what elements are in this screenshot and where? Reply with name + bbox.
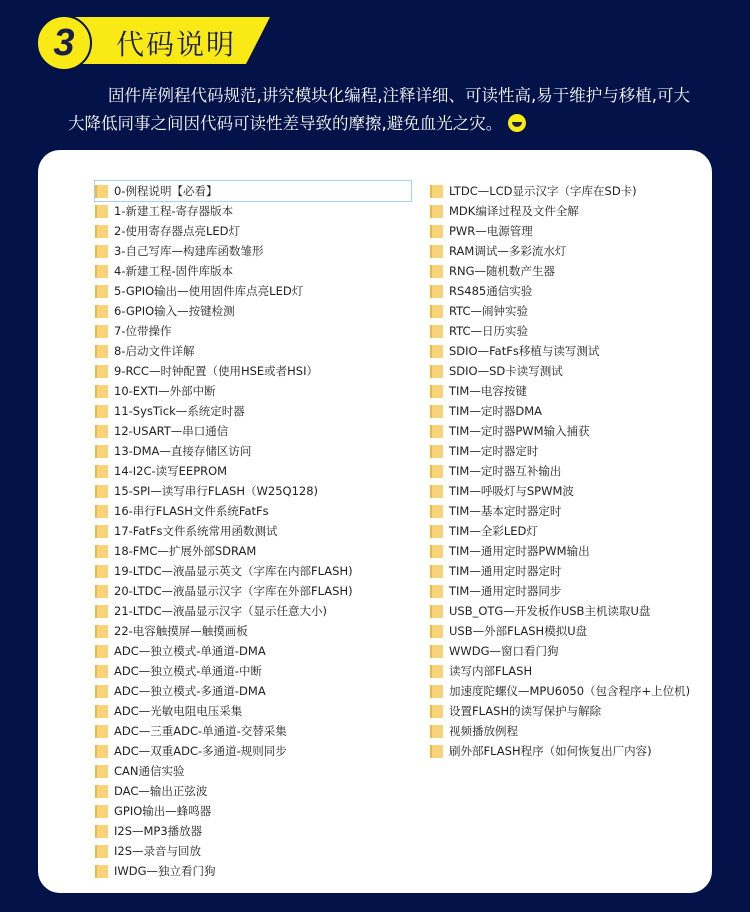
folder-item[interactable]	[430, 481, 690, 501]
folder-item[interactable]	[430, 721, 690, 741]
folder-name: ADC—光敏电阻电压采集	[114, 704, 243, 718]
folder-icon	[95, 765, 108, 778]
folder-item[interactable]	[430, 681, 690, 701]
folder-icon	[430, 245, 443, 258]
folder-item[interactable]	[430, 541, 690, 561]
folder-icon	[430, 365, 443, 378]
folder-name: ADC—独立模式-单通道-DMA	[114, 644, 266, 658]
folder-item[interactable]	[430, 181, 690, 201]
folder-item[interactable]	[430, 561, 690, 581]
smiley-icon	[508, 114, 526, 132]
folder-icon	[430, 725, 443, 738]
folder-item[interactable]	[430, 241, 690, 261]
folder-icon	[95, 305, 108, 318]
folder-item[interactable]	[95, 801, 411, 821]
folder-icon	[430, 225, 443, 238]
folder-item[interactable]	[430, 221, 690, 241]
folder-item[interactable]	[430, 621, 690, 641]
folder-icon	[430, 745, 443, 758]
folder-name: 19-LTDC—液晶显示英文（字库在内部FLASH)	[114, 564, 353, 578]
folder-icon	[95, 685, 108, 698]
folder-name: 视频播放例程	[449, 724, 518, 738]
folder-icon	[95, 205, 108, 218]
folder-item[interactable]	[430, 581, 690, 601]
folder-icon	[430, 545, 443, 558]
folder-item[interactable]	[95, 521, 411, 541]
folder-name: 1-新建工程-寄存器版本	[114, 204, 234, 218]
folder-item[interactable]	[95, 821, 411, 841]
folder-name: 加速度陀螺仪—MPU6050（包含程序+上位机)	[449, 684, 691, 698]
folder-icon	[95, 225, 108, 238]
folder-icon	[95, 785, 108, 798]
folder-name: TIM—通用定时器定时	[449, 564, 562, 578]
folder-icon	[430, 445, 443, 458]
folder-item[interactable]	[430, 421, 690, 441]
folder-icon	[430, 265, 443, 278]
folder-name: USB_OTG—开发板作USB主机读取U盘	[449, 604, 651, 618]
folder-icon	[430, 485, 443, 498]
folder-item[interactable]	[95, 781, 411, 801]
folder-name: I2S—录音与回放	[114, 844, 202, 858]
folder-icon	[95, 485, 108, 498]
folder-item[interactable]	[95, 741, 411, 761]
folder-item[interactable]	[430, 661, 690, 681]
folder-icon	[430, 645, 443, 658]
folder-icon	[95, 625, 108, 638]
folder-item[interactable]	[95, 201, 411, 221]
folder-item[interactable]	[95, 441, 411, 461]
folder-item[interactable]	[95, 681, 411, 701]
folder-item[interactable]	[95, 461, 411, 481]
folder-name: 设置FLASH的读写保护与解除	[449, 704, 602, 718]
folder-item[interactable]	[95, 241, 411, 261]
folder-name: 6-GPIO输入—按键检测	[114, 304, 235, 318]
folder-icon	[95, 185, 108, 198]
folder-icon	[430, 525, 443, 538]
folder-item[interactable]	[95, 841, 411, 861]
folder-name: RNG—随机数产生器	[449, 264, 556, 278]
folder-icon	[95, 545, 108, 558]
folder-name: RTC—闹钟实验	[449, 304, 529, 318]
folder-name: RAM调试—多彩流水灯	[449, 244, 567, 258]
folder-item[interactable]	[430, 201, 690, 221]
folder-name: LTDC—LCD显示汉字（字库在SD卡)	[449, 184, 637, 198]
folder-name: GPIO输出—蜂鸣器	[114, 804, 212, 818]
folder-item[interactable]	[430, 461, 690, 481]
folder-item[interactable]	[430, 261, 690, 281]
folder-item[interactable]	[430, 501, 690, 521]
folder-name: 读写内部FLASH	[449, 664, 533, 678]
folder-icon	[95, 285, 108, 298]
folder-name: 5-GPIO输出—使用固件库点亮LED灯	[114, 284, 304, 298]
folder-name: 22-电容触摸屏—触摸画板	[114, 624, 248, 638]
folder-name: 10-EXTI—外部中断	[114, 384, 216, 398]
section-title: 代码说明	[116, 28, 237, 61]
folder-icon	[95, 465, 108, 478]
folder-name: 20-LTDC—液晶显示汉字（字库在外部FLASH)	[114, 584, 353, 598]
folder-icon	[95, 365, 108, 378]
folder-column-right	[430, 181, 690, 761]
folder-icon	[95, 325, 108, 338]
folder-name: CAN通信实验	[114, 764, 185, 778]
folder-name: 21-LTDC—液晶显示汉字（显示任意大小)	[114, 604, 328, 618]
folder-name: MDK编译过程及文件全解	[449, 204, 579, 218]
folder-name: ADC—独立模式-多通道-DMA	[114, 684, 266, 698]
folder-name: PWR—电源管理	[449, 224, 533, 238]
folder-item[interactable]	[95, 621, 411, 641]
folder-name: 刷外部FLASH程序（如何恢复出厂内容)	[449, 744, 652, 758]
folder-name: DAC—输出正弦波	[114, 784, 208, 798]
folder-name: TIM—通用定时器同步	[449, 584, 562, 598]
folder-item[interactable]	[430, 381, 690, 401]
folder-icon	[430, 325, 443, 338]
folder-icon	[95, 725, 108, 738]
folder-item[interactable]	[95, 581, 411, 601]
folder-item[interactable]	[95, 561, 411, 581]
folder-item[interactable]	[95, 641, 411, 661]
folder-icon	[95, 425, 108, 438]
folder-icon	[430, 465, 443, 478]
folder-item[interactable]	[95, 421, 411, 441]
folder-name: 8-启动文件详解	[114, 344, 195, 358]
folder-item[interactable]	[430, 321, 690, 341]
folder-icon	[95, 505, 108, 518]
folder-name: 18-FMC—扩展外部SDRAM	[114, 544, 257, 558]
folder-name: 14-I2C-读写EEPROM	[114, 464, 228, 478]
folder-name: 2-使用寄存器点亮LED灯	[114, 224, 240, 238]
folder-item[interactable]	[95, 301, 411, 321]
folder-name: ADC—三重ADC-单通道-交替采集	[114, 724, 287, 738]
folder-list-panel	[38, 150, 712, 893]
folder-item[interactable]	[95, 401, 411, 421]
folder-icon	[430, 385, 443, 398]
folder-item[interactable]	[430, 641, 690, 661]
folder-name: TIM—基本定时器定时	[449, 504, 562, 518]
folder-icon	[430, 505, 443, 518]
folder-icon	[430, 585, 443, 598]
folder-name: 16-串行FLASH文件系统FatFs	[114, 504, 269, 518]
folder-name: 7-位带操作	[114, 324, 172, 338]
folder-item[interactable]	[430, 301, 690, 321]
folder-icon	[95, 705, 108, 718]
folder-icon	[95, 525, 108, 538]
folder-icon	[95, 805, 108, 818]
folder-name: 13-DMA—直接存储区访问	[114, 444, 252, 458]
folder-item[interactable]	[430, 701, 690, 721]
folder-icon	[95, 845, 108, 858]
folder-name: TIM—全彩LED灯	[449, 524, 538, 538]
folder-name: ADC—双重ADC-多通道-规则同步	[114, 744, 287, 758]
folder-name: 12-USART—串口通信	[114, 424, 229, 438]
folder-item[interactable]	[95, 261, 411, 281]
intro-text: 固件库例程代码规范,讲究模块化编程,注释详细、可读性高,易于维护与移植,可大大降低同事之间因代码可读性差导致的摩擦,避免血光之灾。	[68, 86, 690, 133]
folder-name: I2S—MP3播放器	[114, 824, 203, 838]
folder-icon	[95, 745, 108, 758]
folder-icon	[95, 665, 108, 678]
folder-icon	[430, 345, 443, 358]
folder-icon	[95, 405, 108, 418]
folder-item[interactable]	[95, 281, 411, 301]
folder-item[interactable]	[95, 481, 411, 501]
folder-name: 11-SysTick—系统定时器	[114, 404, 245, 418]
folder-icon	[430, 185, 443, 198]
folder-icon	[95, 565, 108, 578]
folder-name: 4-新建工程-固件库版本	[114, 264, 234, 278]
folder-name: 9-RCC—时钟配置（使用HSE或者HSI）	[114, 364, 318, 378]
folder-icon	[95, 445, 108, 458]
folder-name: SDIO—SD卡读写测试	[449, 364, 563, 378]
folder-icon	[95, 265, 108, 278]
folder-name: TIM—通用定时器PWM输出	[449, 544, 590, 558]
folder-icon	[95, 385, 108, 398]
folder-icon	[430, 625, 443, 638]
folder-item[interactable]	[95, 381, 411, 401]
folder-item[interactable]	[430, 361, 690, 381]
folder-item[interactable]	[430, 281, 690, 301]
folder-name: 3-自己写库—构建库函数雏形	[114, 244, 264, 258]
folder-item[interactable]	[430, 401, 690, 421]
folder-name: RTC—日历实验	[449, 324, 529, 338]
folder-item[interactable]	[95, 661, 411, 681]
folder-name: TIM—定时器互补输出	[449, 464, 562, 478]
folder-item[interactable]	[95, 341, 411, 361]
folder-item[interactable]	[95, 861, 411, 881]
folder-item[interactable]	[95, 181, 411, 201]
folder-name: TIM—定时器PWM输入捕获	[449, 424, 590, 438]
folder-item[interactable]	[430, 441, 690, 461]
folder-icon	[430, 565, 443, 578]
folder-name: WWDG—窗口看门狗	[449, 644, 559, 658]
folder-name: SDIO—FatFs移植与读写测试	[449, 344, 600, 358]
folder-name: TIM—定时器定时	[449, 444, 539, 458]
folder-item[interactable]	[95, 501, 411, 521]
folder-item[interactable]	[95, 761, 411, 781]
folder-icon	[95, 345, 108, 358]
folder-icon	[95, 825, 108, 838]
folder-icon	[430, 425, 443, 438]
folder-icon	[95, 605, 108, 618]
folder-name: 15-SPI—读写串行FLASH（W25Q128)	[114, 484, 319, 498]
folder-icon	[430, 705, 443, 718]
folder-name: USB—外部FLASH模拟U盘	[449, 624, 588, 638]
folder-icon	[430, 605, 443, 618]
folder-name: 17-FatFs文件系统常用函数测试	[114, 524, 278, 538]
folder-item[interactable]	[430, 521, 690, 541]
folder-item[interactable]	[95, 721, 411, 741]
folder-name: TIM—电容按键	[449, 384, 527, 398]
folder-item[interactable]	[95, 321, 411, 341]
folder-item[interactable]	[430, 601, 690, 621]
folder-icon	[95, 865, 108, 878]
folder-name: IWDG—独立看门狗	[114, 864, 216, 878]
folder-item[interactable]	[430, 741, 690, 761]
folder-icon	[430, 285, 443, 298]
folder-icon	[95, 585, 108, 598]
folder-column-left	[95, 181, 411, 881]
folder-item[interactable]	[95, 541, 411, 561]
folder-item[interactable]	[95, 601, 411, 621]
folder-icon	[95, 245, 108, 258]
folder-item[interactable]	[95, 701, 411, 721]
folder-icon	[430, 205, 443, 218]
folder-name: ADC—独立模式-单通道-中断	[114, 664, 263, 678]
folder-icon	[95, 645, 108, 658]
folder-icon	[430, 685, 443, 698]
folder-item[interactable]	[430, 341, 690, 361]
folder-name: 0-例程说明【必看】	[114, 184, 218, 198]
folder-item[interactable]	[95, 221, 411, 241]
folder-name: RS485通信实验	[449, 284, 533, 298]
folder-icon	[430, 665, 443, 678]
section-number: 3	[36, 15, 92, 71]
folder-name: TIM—定时器DMA	[449, 404, 542, 418]
folder-name: TIM—呼吸灯与SPWM波	[449, 484, 574, 498]
folder-icon	[430, 405, 443, 418]
folder-icon	[430, 305, 443, 318]
folder-item[interactable]	[95, 361, 411, 381]
